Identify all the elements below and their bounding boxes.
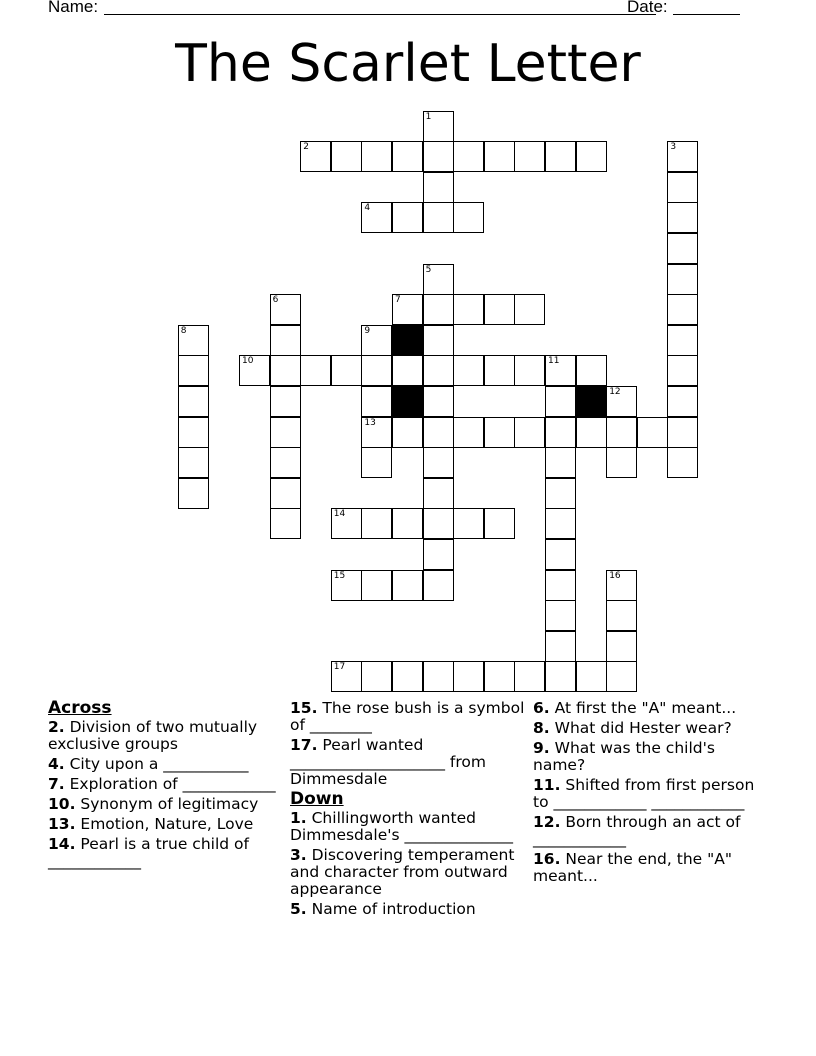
- clue-item: [533, 740, 769, 774]
- grid-cell[interactable]: [637, 417, 668, 448]
- grid-cell[interactable]: [331, 661, 362, 692]
- grid-cell[interactable]: [300, 141, 331, 172]
- grid-cell[interactable]: [270, 325, 301, 356]
- clue-item-number: 14.: [48, 835, 76, 853]
- clue-item: [533, 700, 769, 717]
- black-square: [392, 386, 423, 417]
- clue-item-number: 10.: [48, 795, 76, 813]
- grid-cell[interactable]: [453, 508, 484, 539]
- grid-cell[interactable]: [667, 325, 698, 356]
- clue-number: 6: [272, 295, 279, 306]
- grid-cell[interactable]: [545, 386, 576, 417]
- black-square: [392, 325, 423, 356]
- grid-cell[interactable]: [453, 661, 484, 692]
- grid-cell[interactable]: [667, 141, 698, 172]
- clue-item-number: 16.: [533, 850, 561, 868]
- grid-cell[interactable]: [667, 172, 698, 203]
- clue-item-number: 17.: [290, 736, 318, 754]
- clues-column-2: [290, 700, 526, 921]
- grid-cell[interactable]: [361, 447, 392, 478]
- clue-heading: Across: [48, 698, 112, 718]
- grid-cell[interactable]: [606, 570, 637, 601]
- grid-cell[interactable]: [514, 355, 545, 386]
- grid-cell[interactable]: [300, 355, 331, 386]
- grid-cell[interactable]: [423, 570, 454, 601]
- clue-number: 15: [333, 570, 346, 581]
- clue-item-number: 7.: [48, 775, 65, 793]
- clue-item: [48, 816, 284, 833]
- clue-item: [48, 776, 284, 793]
- grid-cell[interactable]: [484, 508, 515, 539]
- clue-item-text: Shifted from first person to ____________ ____________: [533, 776, 755, 811]
- clue-number: 17: [333, 662, 346, 673]
- clue-item-number: 1.: [290, 809, 307, 827]
- clue-item-text: Born through an act of ____________: [533, 813, 741, 848]
- clue-item-number: 4.: [48, 755, 65, 773]
- clue-item-text: Pearl is a true child of ____________: [48, 835, 249, 870]
- clue-item: [48, 756, 284, 773]
- grid-cell[interactable]: [606, 661, 637, 692]
- grid-cell[interactable]: [361, 661, 392, 692]
- grid-cell[interactable]: [361, 325, 392, 356]
- clue-item-text: At first the "A" meant...: [549, 699, 737, 717]
- grid-cell[interactable]: [423, 386, 454, 417]
- clue-item-number: 12.: [533, 813, 561, 831]
- clue-item-number: 6.: [533, 699, 550, 717]
- clue-number: 2: [303, 142, 309, 153]
- grid-cell[interactable]: [514, 141, 545, 172]
- grid-cell[interactable]: [423, 539, 454, 570]
- grid-cell[interactable]: [576, 141, 607, 172]
- clue-item-number: 5.: [290, 900, 307, 918]
- grid-cell[interactable]: [423, 417, 454, 448]
- clue-item-text: Name of introduction: [306, 900, 476, 918]
- clue-item-text: Chillingworth wanted Dimmesdale's ______________: [290, 809, 513, 844]
- grid-cell[interactable]: [545, 570, 576, 601]
- clue-item-text: City upon a ___________: [64, 755, 249, 773]
- grid-cell[interactable]: [606, 600, 637, 631]
- grid-cell[interactable]: [331, 570, 362, 601]
- grid-cell[interactable]: [667, 202, 698, 233]
- grid-cell[interactable]: [178, 447, 209, 478]
- grid-cell[interactable]: [392, 417, 423, 448]
- clue-item: [533, 851, 769, 885]
- grid-cell[interactable]: [606, 631, 637, 662]
- clue-item-text: Pearl wanted ____________________ from Dimmesdale: [290, 736, 486, 788]
- grid-cell[interactable]: [606, 447, 637, 478]
- clue-heading: Down: [290, 789, 344, 809]
- grid-cell[interactable]: [178, 325, 209, 356]
- grid-cell[interactable]: [270, 447, 301, 478]
- grid-cell[interactable]: [423, 202, 454, 233]
- clue-item: [48, 719, 284, 753]
- grid-cell[interactable]: [576, 417, 607, 448]
- grid-cell[interactable]: [361, 141, 392, 172]
- grid-cell[interactable]: [514, 294, 545, 325]
- clue-item-number: 15.: [290, 699, 318, 717]
- grid-cell[interactable]: [667, 264, 698, 295]
- grid-cell[interactable]: [545, 355, 576, 386]
- grid-cell[interactable]: [576, 661, 607, 692]
- grid-cell[interactable]: [484, 417, 515, 448]
- grid-cell[interactable]: [361, 202, 392, 233]
- page-title: The Scarlet Letter: [175, 34, 641, 94]
- clue-item-text: Discovering temperament and character from outward appearance: [290, 846, 515, 898]
- grid-cell[interactable]: [453, 355, 484, 386]
- clue-item: [48, 836, 284, 870]
- clues-column-1: [48, 700, 284, 873]
- grid-cell[interactable]: [270, 355, 301, 386]
- grid-cell[interactable]: [239, 355, 270, 386]
- grid-cell[interactable]: [270, 386, 301, 417]
- grid-cell[interactable]: [545, 508, 576, 539]
- grid-cell[interactable]: [667, 233, 698, 264]
- clue-item-text: What was the child's name?: [533, 739, 715, 774]
- name-label: Name:: [48, 0, 99, 16]
- grid-cell[interactable]: [270, 294, 301, 325]
- clue-item-number: 2.: [48, 718, 65, 736]
- clue-item-text: Near the end, the "A" meant...: [533, 850, 732, 885]
- grid-cell[interactable]: [423, 141, 454, 172]
- grid-cell[interactable]: [484, 294, 515, 325]
- clue-item: [533, 720, 769, 737]
- grid-cell[interactable]: [392, 355, 423, 386]
- grid-cell[interactable]: [453, 294, 484, 325]
- clue-number: 12: [609, 387, 621, 397]
- grid-cell[interactable]: [270, 417, 301, 448]
- clue-item: [533, 814, 769, 848]
- grid-cell[interactable]: [423, 355, 454, 386]
- clue-number: 16: [609, 570, 621, 581]
- grid-cell[interactable]: [178, 355, 209, 386]
- grid-cell[interactable]: [270, 508, 301, 539]
- clue-item-number: 9.: [533, 739, 550, 757]
- grid-cell[interactable]: [392, 294, 423, 325]
- clue-item-text: What did Hester wear?: [549, 719, 732, 737]
- grid-cell[interactable]: [361, 417, 392, 448]
- clue-item: [290, 737, 526, 788]
- clue-number: 4: [364, 203, 371, 214]
- grid-cell[interactable]: [178, 417, 209, 448]
- grid-cell[interactable]: [545, 631, 576, 662]
- grid-cell[interactable]: [545, 661, 576, 692]
- grid-cell[interactable]: [392, 570, 423, 601]
- clue-number: 5: [425, 264, 432, 275]
- clue-item: [48, 796, 284, 813]
- clue-item-text: Division of two mutually exclusive groups: [48, 718, 258, 753]
- grid-cell[interactable]: [392, 661, 423, 692]
- grid-cell[interactable]: [423, 294, 454, 325]
- clue-item: [533, 777, 769, 811]
- clue-number: 7: [395, 295, 401, 306]
- clue-item-number: 8.: [533, 719, 550, 737]
- clue-item: [290, 901, 526, 918]
- clue-number: 11: [548, 356, 560, 367]
- grid-cell[interactable]: [545, 539, 576, 570]
- date-label: Date:: [627, 0, 668, 16]
- grid-cell[interactable]: [606, 386, 637, 417]
- grid-cell[interactable]: [667, 355, 698, 386]
- grid-cell[interactable]: [178, 478, 209, 509]
- grid-cell[interactable]: [361, 386, 392, 417]
- clue-number: 8: [180, 325, 187, 336]
- grid-cell[interactable]: [453, 141, 484, 172]
- grid-cell[interactable]: [576, 355, 607, 386]
- grid-cell[interactable]: [667, 417, 698, 448]
- grid-cell[interactable]: [545, 447, 576, 478]
- grid-cell[interactable]: [331, 508, 362, 539]
- grid-cell[interactable]: [423, 264, 454, 295]
- clue-number: 9: [364, 325, 371, 336]
- clues-column-3: [533, 700, 769, 888]
- grid-cell[interactable]: [270, 478, 301, 509]
- grid-cell[interactable]: [667, 447, 698, 478]
- black-square: [576, 386, 607, 417]
- grid-cell[interactable]: [667, 386, 698, 417]
- grid-cell[interactable]: [484, 141, 515, 172]
- clue-item-number: 3.: [290, 846, 307, 864]
- grid-cell[interactable]: [361, 508, 392, 539]
- grid-cell[interactable]: [423, 661, 454, 692]
- clue-item: [290, 810, 526, 844]
- grid-cell[interactable]: [331, 355, 362, 386]
- grid-cell[interactable]: [514, 417, 545, 448]
- grid-cell[interactable]: [453, 202, 484, 233]
- clue-item-text: Synonym of legitimacy: [75, 795, 259, 813]
- clue-item: [290, 700, 526, 734]
- grid-cell[interactable]: [423, 447, 454, 478]
- clue-item-number: 11.: [533, 776, 561, 794]
- clue-number: 14: [333, 509, 346, 520]
- grid-cell[interactable]: [361, 355, 392, 386]
- grid-cell[interactable]: [423, 325, 454, 356]
- clue-number: 10: [242, 356, 254, 367]
- grid-cell[interactable]: [361, 570, 392, 601]
- grid-cell[interactable]: [514, 661, 545, 692]
- clue-item: [290, 847, 526, 898]
- clue-number: 3: [670, 142, 677, 153]
- grid-cell[interactable]: [392, 202, 423, 233]
- clue-item-number: 13.: [48, 815, 76, 833]
- grid-cell[interactable]: [423, 111, 454, 142]
- clue-number: 1: [425, 111, 432, 122]
- grid-cell[interactable]: [392, 141, 423, 172]
- grid-cell[interactable]: [331, 141, 362, 172]
- grid-cell[interactable]: [392, 508, 423, 539]
- grid-cell[interactable]: [484, 661, 515, 692]
- grid-cell[interactable]: [545, 141, 576, 172]
- grid-cell[interactable]: [484, 355, 515, 386]
- grid-cell[interactable]: [606, 417, 637, 448]
- grid-cell[interactable]: [545, 600, 576, 631]
- clue-item-text: The rose bush is a symbol of ________: [290, 699, 525, 734]
- grid-cell[interactable]: [423, 478, 454, 509]
- grid-cell[interactable]: [545, 417, 576, 448]
- clue-item-text: Exploration of ____________: [64, 775, 276, 793]
- clue-item-text: Emotion, Nature, Love: [75, 815, 254, 833]
- clue-number: 13: [364, 417, 376, 428]
- grid-cell[interactable]: [423, 172, 454, 203]
- grid-cell[interactable]: [178, 386, 209, 417]
- grid-cell[interactable]: [667, 294, 698, 325]
- grid-cell[interactable]: [453, 417, 484, 448]
- grid-cell[interactable]: [545, 478, 576, 509]
- grid-cell[interactable]: [423, 508, 454, 539]
